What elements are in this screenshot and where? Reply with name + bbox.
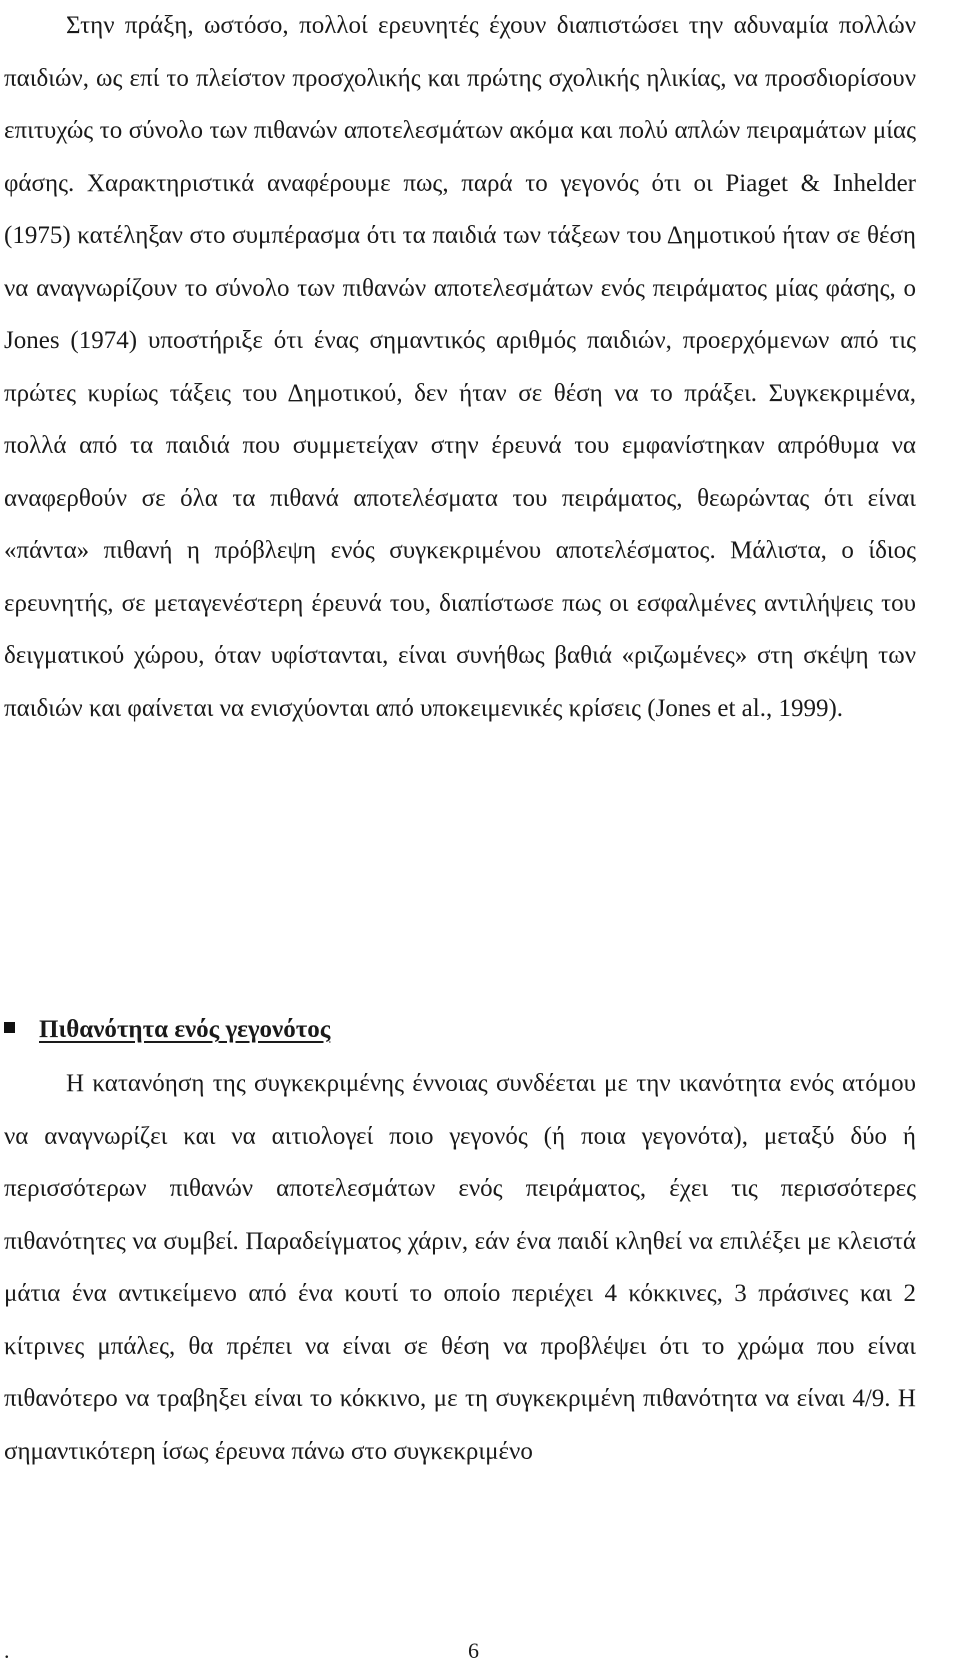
section-heading-text: Πιθανότητα ενός γεγονότος [39,1016,331,1043]
body-paragraph-1: Στην πράξη, ωστόσο, πολλοί ερευνητές έχουν διαπιστώσει την αδυναμία πολλών παιδιών, ως επί το πλείστον προσχολικής και πρώτης σχολικής ηλικίας, να προσδιορίσουν επιτυχώς το σύνολο των πιθανών αποτελεσμάτων ακόμα και πολύ απλών πειραμάτων μίας φάσης. Χαρακτηριστικά αναφέρουμε πως, παρά το γεγονός ότι οι Piaget & Inhelder (1975) κατέληξαν στο συμπέρασμα ότι τα παιδιά των τάξεων του Δημοτικού ήταν σε θέση να αναγνωρίζουν το σύνολο των πιθανών αποτελεσμάτων ενός πειράματος μίας φάσης, ο Jones (1974) υποστήριξε ότι ένας σημαντικός αριθμός παιδιών, προερχόμενων από τις πρώτες κυρίως τάξεις του Δημοτικού, δεν ήταν σε θέση να το πράξει. Συγκεκριμένα, πολλά από τα παιδιά που συμμετείχαν στην έρευνά του εμφανίστηκαν απρόθυμα να αναφερθούν σε όλα τα πιθανά αποτελέσματα του πειράματος, θεωρώντας ότι είναι «πάντα» πιθανή η πρόβλεψη ενός συγκεκριμένου αποτελέσματος. Μάλιστα, ο ίδιος ερευνητής, σε μεταγενέστερη έρευνά του, διαπίστωσε πως οι εσφαλμένες αντιλήψεις του δειγματικού χώρου, όταν υφίστανται, είναι συνήθως βαθιά «ριζωμένες» στη σκέψη των παιδιών και φαίνεται να ενισχύονται από υποκειμενικές κρίσεις (Jones et al., 1999). [4,12,916,722]
body-paragraph-2: Η κατανόηση της συγκεκριμένης έννοιας συνδέεται με την ικανότητα ενός ατόμου να αναγνωρίζει και να αιτιολογεί ποιο γεγονός (ή ποια γεγονότα), μεταξύ δύο ή περισσότερων πιθανών αποτελεσμάτων ενός πειράματος, έχει τις περισσότερες πιθανότητες να συμβεί. Παραδείγματος χάριν, εάν ένα παιδί κληθεί να επιλέξει με κλειστά μάτια ένα αντικείμενο από ένα κουτί το οποίο περιέχει 4 κόκκινες, 3 πράσινες και 2 κίτρινες μπάλες, θα πρέπει να είναι σε θέση να προβλέψει ότι το χρώμα που είναι πιθανότερο να τραβηξει είναι το κόκκινο, με τη συγκεκριμένη πιθανότητα να είναι 4/9. Η σημαντικότερη ίσως έρευνα πάνω στο συγκεκριμένο [4,1070,916,1465]
section-heading [4,1010,330,1050]
square-bullet-icon [4,1022,15,1033]
footer-dot: . [4,1638,10,1663]
page-number: 6 [468,1638,479,1663]
